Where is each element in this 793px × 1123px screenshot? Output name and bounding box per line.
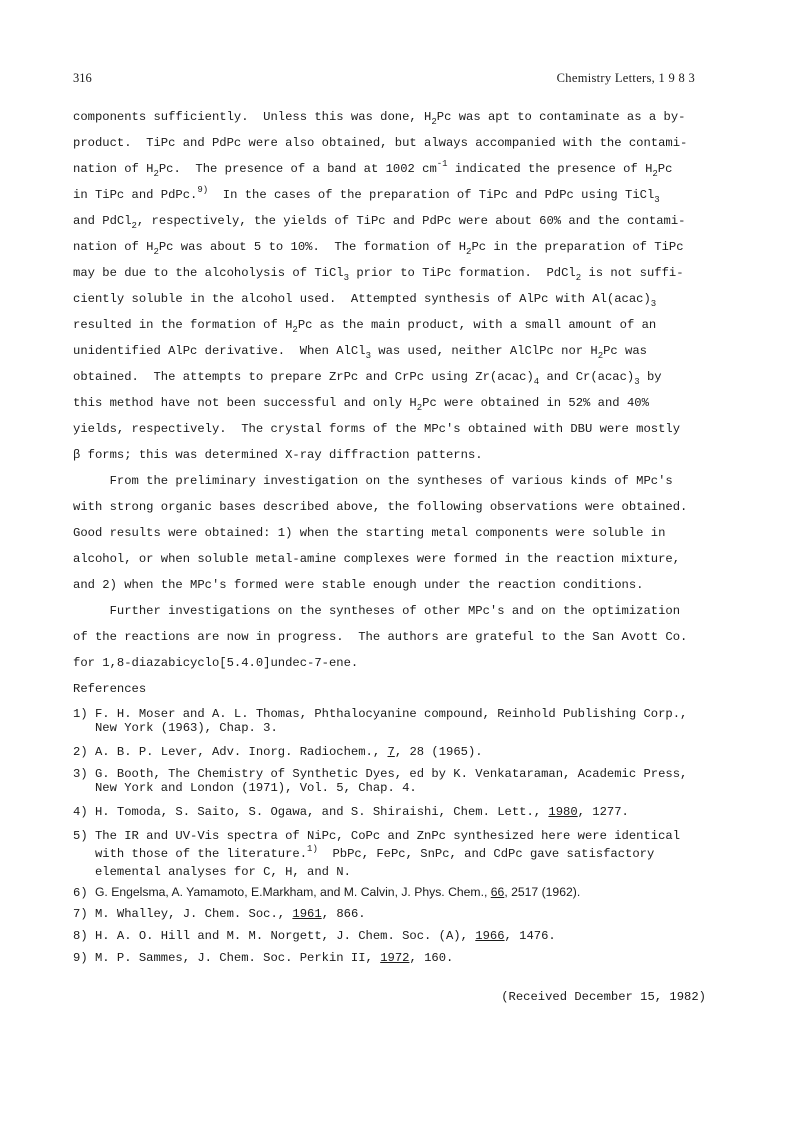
reference-item: 9) M. P. Sammes, J. Chem. Soc. Perkin II, 1972, 160. <box>73 951 454 965</box>
text-line: for 1,8-diazabicyclo[5.4.0]undec-7-ene. <box>73 656 359 670</box>
text-line: Good results were obtained: 1) when the starting metal components were soluble in <box>73 526 666 540</box>
reference-item: 2) A. B. P. Lever, Adv. Inorg. Radiochem., 7, 28 (1965). <box>73 745 483 759</box>
text-line: this method have not been successful and only $H_2Pc$ were obtained in 52% and 40% <box>73 396 649 413</box>
received-date: (Received December 15, 1982) <box>501 990 706 1004</box>
text-line: alcohol, or when soluble metal-amine complexes were formed in the reaction mixture, <box>73 552 681 566</box>
text-line: components sufficiently. Unless this was done, $H_2Pc$ was apt to contaminate as a by- <box>73 110 686 127</box>
text-line: obtained. The attempts to prepare ZrPc and CrPc using $Zr(acac)_4$ and $Cr(acac)_3$ by <box>73 370 662 387</box>
reference-item: 5) The IR and UV-Vis spectra of NiPc, CoPc and ZnPc synthesized here were identical with those of the literature.$^{1)}$ PbPc, FePc, SnPc, and CdPc gave satisfactory elemental analyses for C, H, and N. <box>73 829 681 879</box>
reference-item: 1) F. H. Moser and A. L. Thomas, Phthalocyanine compound, Reinhold Publishing Corp., New York (1963), Chap. 3. <box>73 707 688 735</box>
reference-item: 6) G. Engelsma, A. Yamamoto, E.Markham, and M. Calvin, J. Phys. Chem., 66, 2517 (1962). <box>73 885 581 900</box>
text-line: nation of $H_2Pc$ was about 5 to 10%. The formation of $H_2Pc$ in the preparation of TiPc <box>73 240 684 257</box>
text-line: with strong organic bases described above, the following observations were obtained. <box>73 500 688 514</box>
text-line: resulted in the formation of $H_2Pc$ as the main product, with a small amount of an <box>73 318 657 335</box>
reference-item: 7) M. Whalley, J. Chem. Soc., 1961, 866. <box>73 907 366 921</box>
page-number: 316 <box>73 71 92 85</box>
text-line: From the preliminary investigation on the syntheses of various kinds of MPc's <box>73 474 673 488</box>
text-line: β forms; this was determined X-ray diffraction patterns. <box>73 448 483 462</box>
text-line: unidentified AlPc derivative. When AlCl$_3$ was used, neither AlClPc nor $H_2Pc$ was <box>73 344 647 361</box>
journal-header: Chemistry Letters, 1 9 8 3 <box>556 71 695 85</box>
text-line: Further investigations on the syntheses of other MPc's and on the optimization <box>73 604 681 618</box>
text-line: and PdCl$_2$, respectively, the yields of TiPc and PdPc were about 60% and the contami- <box>73 214 686 231</box>
reference-item: 3) G. Booth, The Chemistry of Synthetic Dyes, ed by K. Venkataraman, Academic Press, New York and London (1971), Vol. 5, Chap. 4. <box>73 767 688 795</box>
text-line: and 2) when the MPc's formed were stable enough under the reaction conditions. <box>73 578 644 592</box>
text-line: nation of $H_2Pc$. The presence of a band at 1002 $cm^{-1}$ indicated the presence of $H_2Pc$ <box>73 159 673 179</box>
reference-item: 4) H. Tomoda, S. Saito, S. Ogawa, and S. Shiraishi, Chem. Lett., 1980, 1277. <box>73 805 629 819</box>
text-line: yields, respectively. The crystal forms of the MPc's obtained with DBU were mostly <box>73 422 681 436</box>
references-heading: References <box>73 682 147 696</box>
reference-item: 8) H. A. O. Hill and M. M. Norgett, J. Chem. Soc. (A), 1966, 1476. <box>73 929 556 943</box>
text-line: in TiPc and PdPc.$^{9)}$ In the cases of the preparation of TiPc and PdPc using TiCl$_3$ <box>73 185 660 205</box>
text-line: of the reactions are now in progress. The authors are grateful to the San Avott Co. <box>73 630 688 644</box>
text-line: product. TiPc and PdPc were also obtained, but always accompanied with the contami- <box>73 136 688 150</box>
text-line: may be due to the alcoholysis of TiCl$_3$ prior to TiPc formation. PdCl$_2$ is not suffi- <box>73 266 684 283</box>
text-line: ciently soluble in the alcohol used. Attempted synthesis of AlPc with $Al(acac)_3$ <box>73 292 657 309</box>
